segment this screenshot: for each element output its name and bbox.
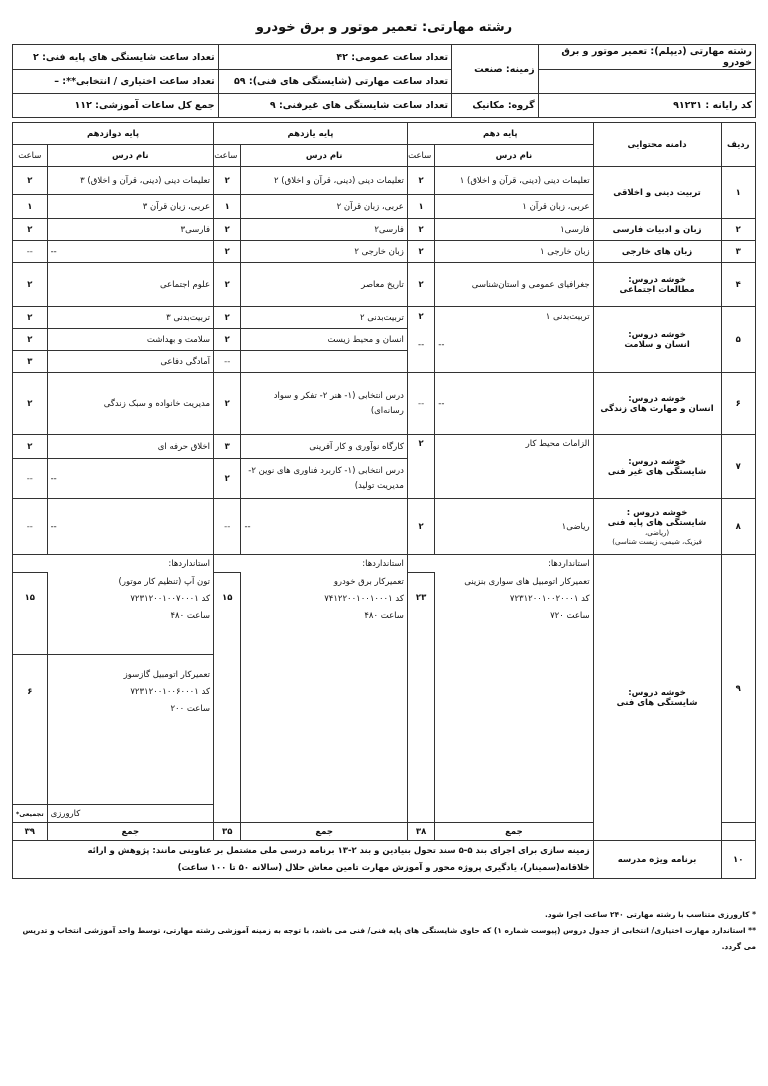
- course-hours: ۲: [407, 219, 434, 241]
- course-hours: ۱: [407, 195, 434, 219]
- course-hours: --: [13, 459, 48, 499]
- course-name-header: نام درس: [435, 145, 593, 167]
- domain-cluster-label: خوشه دروس:: [628, 274, 686, 285]
- footnote: * کارورزی متناسب با رشته مهارتی ۲۴۰ ساعت اجرا شود.: [544, 910, 756, 919]
- row-number: ۲: [721, 219, 756, 241]
- course: آمادگی دفاعی: [47, 351, 213, 373]
- course-hours: ۲: [214, 241, 241, 263]
- course-name-header: نام درس: [47, 145, 213, 167]
- row-number: ۸: [721, 499, 756, 555]
- skill-hours: تعداد ساعت مهارتی (شایستگی های فنی): ۵۹: [218, 70, 451, 94]
- course-hours: ۳: [13, 351, 48, 373]
- standard-code: کد ۷۲۳۱۲۰۰۱۰۰۶۰۰۰۱: [130, 687, 211, 697]
- standards-label: استانداردها:: [13, 555, 214, 573]
- domain: [593, 307, 721, 373]
- domain-cluster-label: خوشه دروس:: [628, 393, 686, 404]
- standard-name: تون آپ (تنظیم کار موتور): [118, 576, 211, 587]
- standards-label: استانداردها:: [407, 555, 593, 573]
- internship-hours: تجمیعی*: [13, 805, 48, 823]
- course-hours: ۲: [407, 263, 434, 307]
- row-number: ۱۰: [721, 841, 756, 879]
- course-hours: ۲: [13, 307, 48, 329]
- course-hours: ۲: [13, 329, 48, 351]
- hours-header: ساعت: [407, 145, 434, 167]
- course: مدیریت خانواده و سبک زندگی: [47, 373, 213, 435]
- hours-header: ساعت: [214, 145, 241, 167]
- course-hours: ۲: [13, 167, 48, 195]
- sum-label: جمع: [241, 823, 407, 841]
- domain: [593, 435, 721, 499]
- domain: برنامه ویژه مدرسه: [593, 841, 721, 879]
- standard: [435, 573, 593, 823]
- row-number: ۹: [721, 555, 756, 823]
- domain-cluster-label: خوشه دروس :: [626, 507, 688, 518]
- domain: [593, 555, 721, 841]
- course: علوم اجتماعی: [47, 263, 213, 307]
- domain-name: شایستگی های فنی: [616, 697, 698, 708]
- curriculum-table: [12, 122, 756, 879]
- course: --: [47, 241, 213, 263]
- row-number: ۷: [721, 435, 756, 499]
- course: تعلیمات دینی (دینی، قرآن و اخلاق) ۲: [241, 167, 407, 195]
- footnotes: [12, 907, 756, 955]
- course-hours: --: [214, 499, 241, 555]
- course: --: [47, 459, 213, 499]
- standard: [47, 573, 213, 655]
- course-name-header: نام درس: [241, 145, 407, 167]
- row-number: [721, 823, 756, 841]
- course: درس انتخابی (۱- هنر ۲- تفکر و سواد رسانه‌ای): [241, 373, 407, 435]
- course-hours: ۳: [214, 435, 241, 459]
- domain-name: مطالعات اجتماعی: [619, 284, 695, 295]
- base-tech-hours: تعداد ساعت شایستگی های پایه فنی: ۲: [13, 45, 219, 70]
- standard-name: تعمیرکار برق خودرو: [333, 576, 404, 587]
- sum-value: ۳۵: [214, 823, 241, 841]
- col-domain-header: دامنه محتوایی: [593, 123, 721, 167]
- course: تربیت‌بدنی ۱ --: [435, 307, 593, 373]
- course: تربیت‌بدنی ۳: [47, 307, 213, 329]
- course-hours: ۱۵: [13, 573, 48, 655]
- domain-name: شایستگی های پایه فنی (ریاضی،: [607, 517, 707, 537]
- sum-label: جمع: [435, 823, 593, 841]
- course-hours: ۲: [214, 307, 241, 329]
- course: --: [47, 499, 213, 555]
- standard: [47, 655, 213, 805]
- course: تعلیمات دینی (دینی، قرآن و اخلاق) ۱: [435, 167, 593, 195]
- sum-value: ۳۸: [407, 823, 434, 841]
- course: ریاضی۱: [435, 499, 593, 555]
- course-hours: ۲: [214, 219, 241, 241]
- elective-hours: تعداد ساعت اختیاری / انتخابی**: –: [13, 70, 219, 94]
- domain-subjects: فیزیک، شیمی، زیست شناسی): [612, 537, 702, 546]
- course-hours: --: [13, 241, 48, 263]
- course: فارسی۳: [47, 219, 213, 241]
- row-number: ۳: [721, 241, 756, 263]
- sum-value: ۳۹: [13, 823, 48, 841]
- course-hours: ۲: [214, 167, 241, 195]
- course: زبان خارجی ۲: [241, 241, 407, 263]
- field-name: رشته مهارتی (دیپلم): تعمیر موتور و برق خودرو: [538, 45, 755, 70]
- course-hours: ۲: [407, 435, 434, 499]
- internship: کارورزی: [47, 805, 213, 823]
- course: تاریخ معاصر: [241, 263, 407, 307]
- course-hours: ۲: [214, 263, 241, 307]
- course: تعلیمات دینی (دینی، قرآن و اخلاق) ۳: [47, 167, 213, 195]
- header-table: [12, 44, 756, 118]
- course-hours: ۲: [407, 241, 434, 263]
- course: فارسی۱: [435, 219, 593, 241]
- course-hours: ۲ --: [407, 307, 434, 373]
- standard-time: ساعت ۲۰۰: [170, 704, 211, 714]
- standard-time: ساعت ۴۸۰: [364, 610, 404, 621]
- zone: زمینه: صنعت: [452, 45, 539, 94]
- row-number: ۵: [721, 307, 756, 373]
- grade11-header: پایه یازدهم: [214, 123, 408, 145]
- course-hours: --: [214, 351, 241, 373]
- domain-cluster-label: خوشه دروس:: [628, 456, 686, 467]
- hours-header: ساعت: [13, 145, 48, 167]
- domain: [593, 373, 721, 435]
- course: تربیت‌بدنی ۲: [241, 307, 407, 329]
- computer-code: کد رایانه : ۹۱۲۳۱: [538, 94, 755, 118]
- sum-label: جمع: [47, 823, 213, 841]
- general-hours: تعداد ساعت عمومی: ۴۲: [218, 45, 451, 70]
- domain-name: انسان و سلامت: [624, 339, 690, 350]
- course-hours: ۲: [407, 499, 434, 555]
- domain: زبان و ادبیات فارسی: [593, 219, 721, 241]
- total-hours: جمع کل ساعات آموزشی: ۱۱۲: [13, 94, 219, 118]
- course-hours: ۲۳: [407, 573, 434, 823]
- col-row-header: ردیف: [721, 123, 756, 167]
- domain: زبان های خارجی: [593, 241, 721, 263]
- course-hours: ۲: [13, 263, 48, 307]
- course: عربی، زبان قرآن ۱: [435, 195, 593, 219]
- standards-label: استانداردها:: [214, 555, 408, 573]
- domain-cluster-label: خوشه دروس:: [628, 687, 686, 698]
- course: جغرافیای عمومی و استان‌شناسی: [435, 263, 593, 307]
- nontech-hours: تعداد ساعت شایستگی های غیرفنی: ۹: [218, 94, 451, 118]
- domain: [593, 499, 721, 555]
- course-hours: ۶: [13, 655, 48, 805]
- domain-cluster-label: خوشه دروس:: [628, 329, 686, 340]
- course-hours: ۲: [13, 219, 48, 241]
- standard: [241, 573, 407, 823]
- course: انسان و محیط زیست: [241, 329, 407, 351]
- course-hours: --: [407, 373, 434, 435]
- grade12-header: پایه دوازدهم: [13, 123, 214, 145]
- row-number: ۴: [721, 263, 756, 307]
- page-title: رشته مهارتی: تعمیر موتور و برق خودرو: [255, 20, 513, 35]
- course-hours: ۲: [214, 329, 241, 351]
- course: الزامات محیط کار: [435, 435, 593, 499]
- course: سلامت و بهداشت: [47, 329, 213, 351]
- course: فارسی۲: [241, 219, 407, 241]
- course: عربی، زبان قرآن ۲: [241, 195, 407, 219]
- domain: تربیت دینی و اخلاقی: [593, 167, 721, 219]
- standard-name: تعمیرکار اتومبیل گازسوز: [123, 670, 211, 680]
- course: [241, 351, 407, 373]
- field-spacer: [538, 70, 755, 94]
- domain-name: شایستگی های غیر فنی: [607, 466, 707, 477]
- course-hours: ۲: [214, 373, 241, 435]
- course-hours: ۱: [214, 195, 241, 219]
- standard-code: کد ۷۲۳۱۲۰۰۱۰۰۲۰۰۰۱: [509, 593, 590, 604]
- standard-code: کد ۷۴۱۲۲۰۰۱۰۰۱۰۰۰۱: [324, 593, 404, 604]
- standard-time: ساعت ۷۲۰: [550, 610, 590, 621]
- course: عربی، زبان قرآن ۳: [47, 195, 213, 219]
- course: درس انتخابی (۱- کاربرد فناوری های نوین ۲- مدیریت تولید): [241, 459, 407, 499]
- standard-time: ساعت ۴۸۰: [170, 610, 211, 621]
- course: --: [241, 499, 407, 555]
- course-hours: ۱: [13, 195, 48, 219]
- course-hours: ۲: [407, 167, 434, 195]
- group: گروه: مکانیک: [452, 94, 539, 118]
- course: اخلاق حرفه ای: [47, 435, 213, 459]
- course: کارگاه نوآوری و کار آفرینی: [241, 435, 407, 459]
- course-hours: ۱۵: [214, 573, 241, 823]
- footnote: ** استاندارد مهارت اختیاری/ انتخابی از جدول دروس (پیوست شماره ۱) که حاوی شایستگی های پایه فنی/ فنی می باشد، با توجه به زمینه آموزشی رشته مهارتی، توسط واحد آموزشی انتخاب و تدریس می گردد.: [22, 926, 756, 951]
- course-hours: ۲: [13, 435, 48, 459]
- row-number: ۱: [721, 167, 756, 219]
- course: --: [435, 373, 593, 435]
- row-number: ۶: [721, 373, 756, 435]
- grade10-header: پایه دهم: [407, 123, 593, 145]
- course-hours: ۲: [214, 459, 241, 499]
- course-hours: ۲: [13, 373, 48, 435]
- school-program-text: زمینه سازی برای اجرای بند ۵-۵ سند تحول بنیادین و بند ۲-۱۳ برنامه درسی ملی مشتمل بر عناوینی مانند: پژوهش و ارائه خلاقانه(سمینار)، یادگیری پروژه محور و آموزش مهارت تامین معاش حلال (سالانه ۵۰ تا ۱۰۰ ساعت): [13, 841, 594, 879]
- domain: [593, 263, 721, 307]
- course: زبان خارجی ۱: [435, 241, 593, 263]
- standard-name: تعمیرکار اتومبیل های سواری بنزینی: [464, 576, 590, 587]
- standard-code: کد ۷۲۳۱۲۰۰۱۰۰۷۰۰۰۱: [130, 593, 211, 604]
- domain-name: انسان و مهارت های زندگی: [600, 403, 714, 414]
- course-hours: --: [13, 499, 48, 555]
